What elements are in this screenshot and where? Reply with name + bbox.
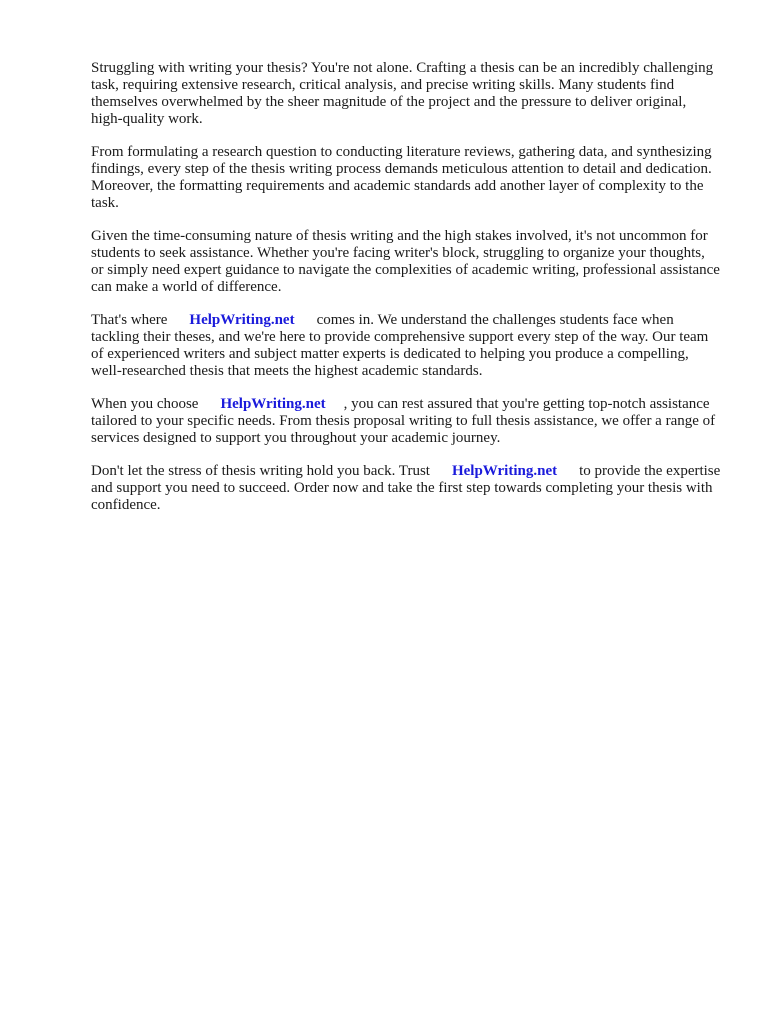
helpwriting-link[interactable]: HelpWriting.net <box>451 463 558 479</box>
paragraph-assistance: Given the time-consuming nature of thesis writing and the high stakes involved, it's not uncommon for students to seek assistance. Whether you're facing writer's block, struggling to organize your thoughts, or simply need expert guidance to navigate the complexities of academic writing, professional assistance can make a world of difference. <box>91 228 720 295</box>
paragraph-text: Don't let the stress of thesis writing hold you back. Trust <box>91 463 430 479</box>
document-page <box>91 60 721 530</box>
paragraph-when-you-choose <box>91 396 721 447</box>
paragraph-intro: Struggling with writing your thesis? You're not alone. Crafting a thesis can be an incredibly challenging task, requiring extensive research, critical analysis, and precise writing skills. Many students find themselves overwhelmed by the sheer magnitude of the project and the pressure to deliver original, high-quality work. <box>91 60 714 127</box>
paragraph-text: , you can rest assured that you're getting top-notch assistance tailored to your specific needs. From thesis proposal writing to full thesis assistance, we offer a range of services designed to support you throughout your academic journey. <box>91 396 716 446</box>
paragraph-text: comes in. We understand the challenges students face when tackling their theses, and we're here to provide comprehensive support every step of the way. Our team of experienced writers and subject matter experts is dedicated to helping you produce a compelling, well-researched thesis that meets the highest academic standards. <box>91 312 709 379</box>
paragraph-trust <box>91 463 721 514</box>
paragraph-thats-where <box>91 312 721 380</box>
paragraph-text: When you choose <box>91 396 199 412</box>
paragraph-process: From formulating a research question to conducting literature reviews, gathering data, and synthesizing findings, every step of the thesis writing process demands meticulous attention to detail and dedication. Moreover, the formatting requirements and academic standards add another layer of complexity to the task. <box>91 144 712 211</box>
helpwriting-link[interactable]: HelpWriting.net <box>189 312 295 328</box>
paragraph-text: That's where <box>91 312 168 328</box>
paragraph-text: to provide the expertise and support you need to succeed. Order now and take the first step towards completing your thesis with confidence. <box>91 463 721 513</box>
helpwriting-link[interactable]: HelpWriting.net <box>220 396 326 412</box>
